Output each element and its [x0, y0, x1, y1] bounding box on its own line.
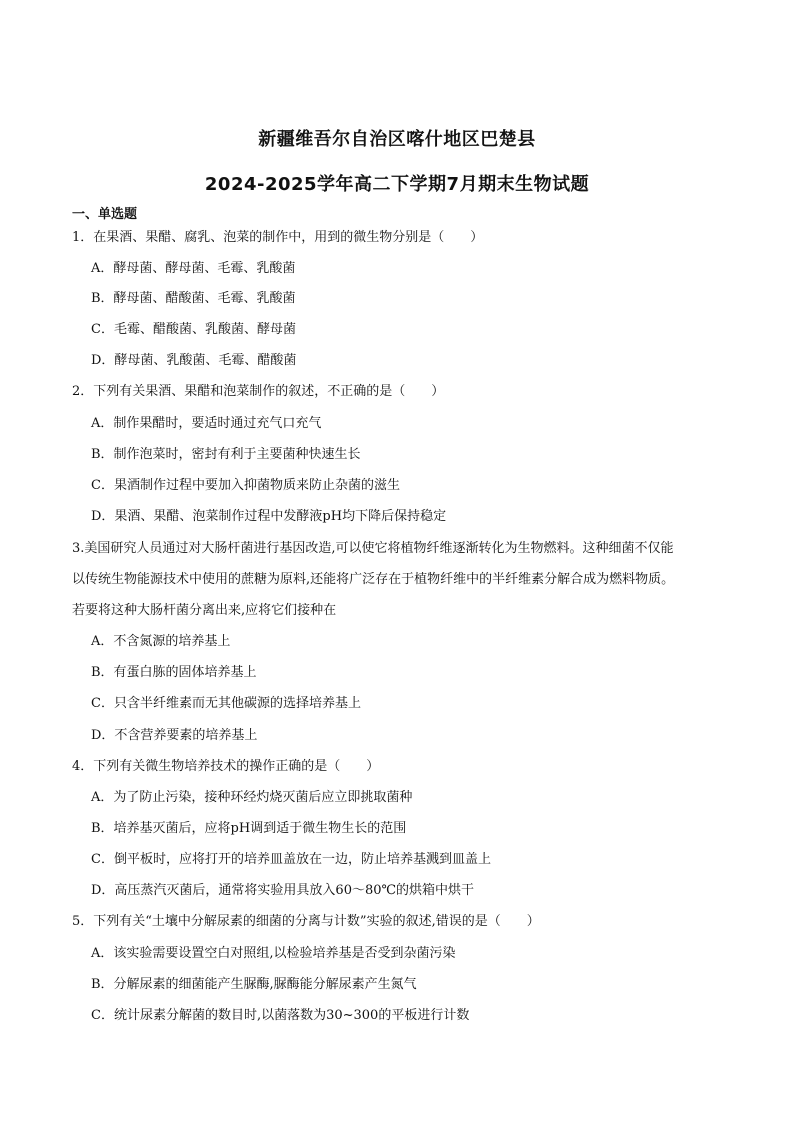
question-5-option-b: B．分解尿素的细菌能产生脲酶,脲酶能分解尿素产生氮气	[91, 977, 417, 992]
question-2-option-b: B．制作泡菜时，密封有利于主要菌种快速生长	[91, 447, 361, 462]
question-5-stem: 5．下列有关“土壤中分解尿素的细菌的分离与计数”实验的叙述,错误的是（ ）	[72, 914, 540, 929]
question-4-option-c: C．倒平板时，应将打开的培养皿盖放在一边，防止培养基溅到皿盖上	[91, 852, 491, 867]
question-4-option-b: B．培养基灭菌后，应将pH调到适于微生物生长的范围	[91, 821, 407, 836]
question-2-option-d: D．果酒、果醋、泡菜制作过程中发酵液pH均下降后保持稳定	[91, 509, 447, 524]
question-3-option-b: B．有蛋白胨的固体培养基上	[91, 665, 257, 680]
question-1-option-c: C．毛霉、醋酸菌、乳酸菌、酵母菌	[91, 322, 296, 337]
question-3-stem-line-1: 3.美国研究人员通过对大肠杆菌进行基因改造,可以使它将植物纤维逐渐转化为生物燃料。这种细菌不仅能	[72, 541, 674, 556]
question-2-option-c: C．果酒制作过程中要加入抑菌物质来防止杂菌的滋生	[91, 478, 400, 493]
question-3-stem-line-3: 若要将这种大肠杆菌分离出来,应将它们接种在	[72, 603, 337, 618]
question-3-option-d: D．不含营养要素的培养基上	[91, 728, 258, 743]
question-2-option-a: A．制作果醋时，要适时通过充气口充气	[91, 416, 322, 431]
question-4-option-d: D．高压蒸汽灭菌后，通常将实验用具放入60～80℃的烘箱中烘干	[91, 883, 475, 898]
question-4-stem: 4．下列有关微生物培养技术的操作正确的是（ ）	[72, 759, 380, 774]
question-1-option-d: D．酵母菌、乳酸菌、毛霉、醋酸菌	[91, 353, 297, 368]
section-heading: 一、单选题	[72, 207, 138, 222]
question-4-option-a: A．为了防止污染，接种环经灼烧灭菌后应立即挑取菌种	[91, 790, 413, 805]
question-2-stem: 2．下列有关果酒、果醋和泡菜制作的叙述，不正确的是（ ）	[72, 384, 445, 399]
exam-title-region: 新疆维吾尔自治区喀什地区巴楚县	[258, 129, 536, 150]
question-3-stem-line-2: 以传统生物能源技术中使用的蔗糖为原料,还能将广泛存在于植物纤维中的半纤维素分解合成为燃料物质。	[72, 572, 675, 587]
exam-title-main: 2024-2025学年高二下学期7月期末生物试题	[204, 174, 590, 195]
question-5-option-c: C．统计尿素分解菌的数目时,以菌落数为30~300的平板进行计数	[91, 1008, 470, 1023]
question-3-option-c: C．只含半纤维素而无其他碳源的选择培养基上	[91, 696, 361, 711]
question-1-stem: 1．在果酒、果醋、腐乳、泡菜的制作中，用到的微生物分别是（ ）	[72, 230, 484, 245]
question-1-option-a: A．酵母菌、酵母菌、毛霉、乳酸菌	[91, 261, 296, 276]
question-3-option-a: A．不含氮源的培养基上	[91, 634, 231, 649]
question-1-option-b: B．酵母菌、醋酸菌、毛霉、乳酸菌	[91, 291, 296, 306]
question-5-option-a: A．该实验需要设置空白对照组,以检验培养基是否受到杂菌污染	[91, 946, 456, 961]
